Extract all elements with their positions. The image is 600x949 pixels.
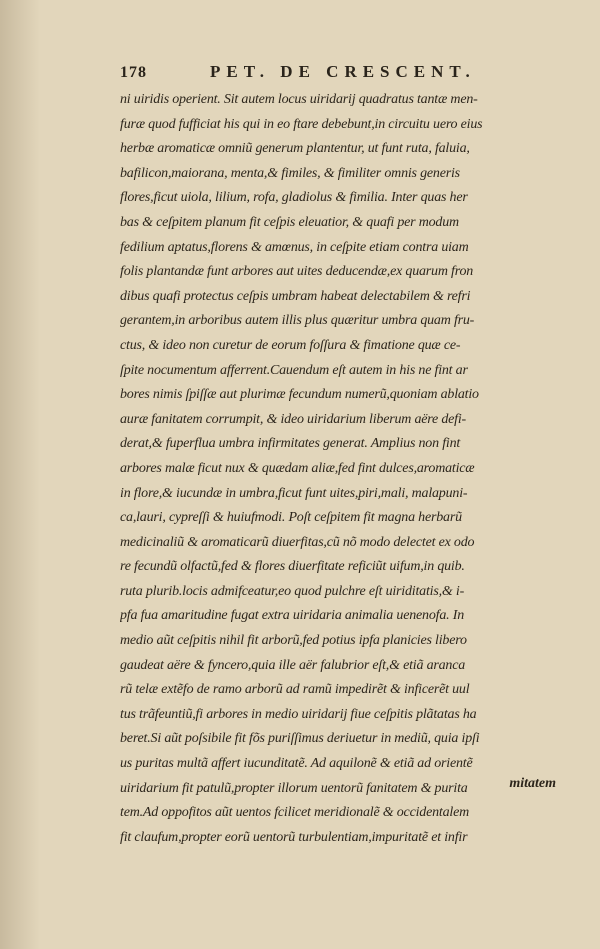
text-line: ni uiridis operient. Sit autem locus uiridarij quadratus tantæ men- — [120, 92, 478, 107]
text-line: dibus quafi protectus ceſpis umbram habeat delectabilem & refri — [120, 288, 471, 304]
text-line: bas & ceſpitem planum fit ceſpis eleuatior, & quafi per modum — [120, 214, 459, 230]
text-line: tus trãfeuntiũ,fi arbores in medio uiridarij fiue ceſpitis plãtatas ha — [120, 706, 477, 722]
text-line: re fecundũ olfactũ,fed & flores diuerfitate reficiũt uifum,in quib. — [120, 559, 465, 575]
page-number: 178 — [120, 64, 147, 81]
text-line: derat,& fuperflua umbra infirmitates generat. Amplius non fint — [120, 436, 461, 452]
text-line: tem.Ad oppofitos aũt uentos fcilicet meridionalẽ & occidentalem — [120, 805, 469, 821]
text-line: ca,lauri, cypreſſi & huiufmodi. Poſt ceſpitem fit magna herbarũ — [120, 510, 462, 526]
text-line: pfa fua amaritudine fugat extra uiridaria animalia uenenofa. In — [120, 608, 464, 624]
text-line: bores nimis ſpiſſæ aut plurimæ fecundum numerũ,quoniam ablatio — [120, 387, 479, 403]
text-line: in flore,& iucundæ in umbra,ficut funt uites,piri,mali, malapuni- — [120, 485, 468, 501]
text-line: beret.Si aũt poſsibile fit fõs puriſſimus deriuetur in mediũ, quia ipſi — [120, 731, 480, 747]
body-text — [120, 88, 575, 850]
text-line: uiridarium fit patulũ,propter illorum uentorũ fanitatem & purita — [120, 780, 468, 796]
text-line: auræ fanitatem corrumpit, & ideo uiridarium liberum aëre defi- — [120, 411, 467, 427]
page-header — [108, 62, 578, 86]
text-line: gerantem,in arboribus autem illis plus quæritur umbra quam fru- — [120, 313, 475, 329]
running-head: PET. DE CRESCENT. — [210, 62, 476, 81]
text-line: fedilium aptatus,florens & amœnus, in ceſpite etiam contra uiam — [120, 239, 469, 255]
text-line: rũ telæ extẽfo de ramo arborũ ad ramũ impedirẽt & inficerẽt uul — [120, 682, 470, 698]
text-line: herbæ aromaticæ omniũ generum plantentur, ut funt ruta, faluia, — [120, 141, 470, 157]
text-line: ſpite nocumentum afferrent.Cauendum eſt autem in his ne fint ar — [120, 362, 468, 378]
text-line: gaudeat aëre & fyncero,quia ille aër falubrior eſt,& etiã aranca — [120, 657, 466, 673]
text-line: ruta plurib.locis admifceatur,eo quod pulchre eſt uiriditatis,& i- — [120, 583, 465, 599]
text-line: medicinaliũ & aromaticarũ diuerfitas,cũ nõ modo delectet ex odo — [120, 534, 475, 550]
text-line: folis plantandæ funt arbores aut uites deducendæ,ex quarum fron — [120, 264, 474, 280]
text-line: us puritas multã affert iucunditatẽ. Ad aquilonẽ & etiã ad orientẽ — [120, 756, 473, 772]
text-line: medio aũt ceſpitis nihil fit arborũ,fed potius ipfa planicies libero — [120, 633, 467, 649]
catchword: mitatem — [509, 776, 556, 791]
text-line: furæ quod fufficiat his qui in eo ftare debebunt,in circuitu uero eius — [120, 116, 483, 132]
text-line: ctus, & ideo non curetur de eorum foſſura & fimatione quæ ce- — [120, 337, 461, 353]
page-shadow — [0, 0, 40, 949]
text-line: bafilicon,maiorana, menta,& fimiles, & fimiliter omnis generis — [120, 165, 460, 181]
text-line: fit claufum,propter eorũ uentorũ turbulentiam,impuritatẽ et infir — [120, 829, 468, 845]
text-line: arbores malæ ficut nux & quædam aliæ,fed fint dulces,aromaticæ — [120, 460, 475, 476]
text-line: flores,ficut uiola, lilium, rofa, gladiolus & fimilia. Inter quas her — [120, 190, 468, 206]
